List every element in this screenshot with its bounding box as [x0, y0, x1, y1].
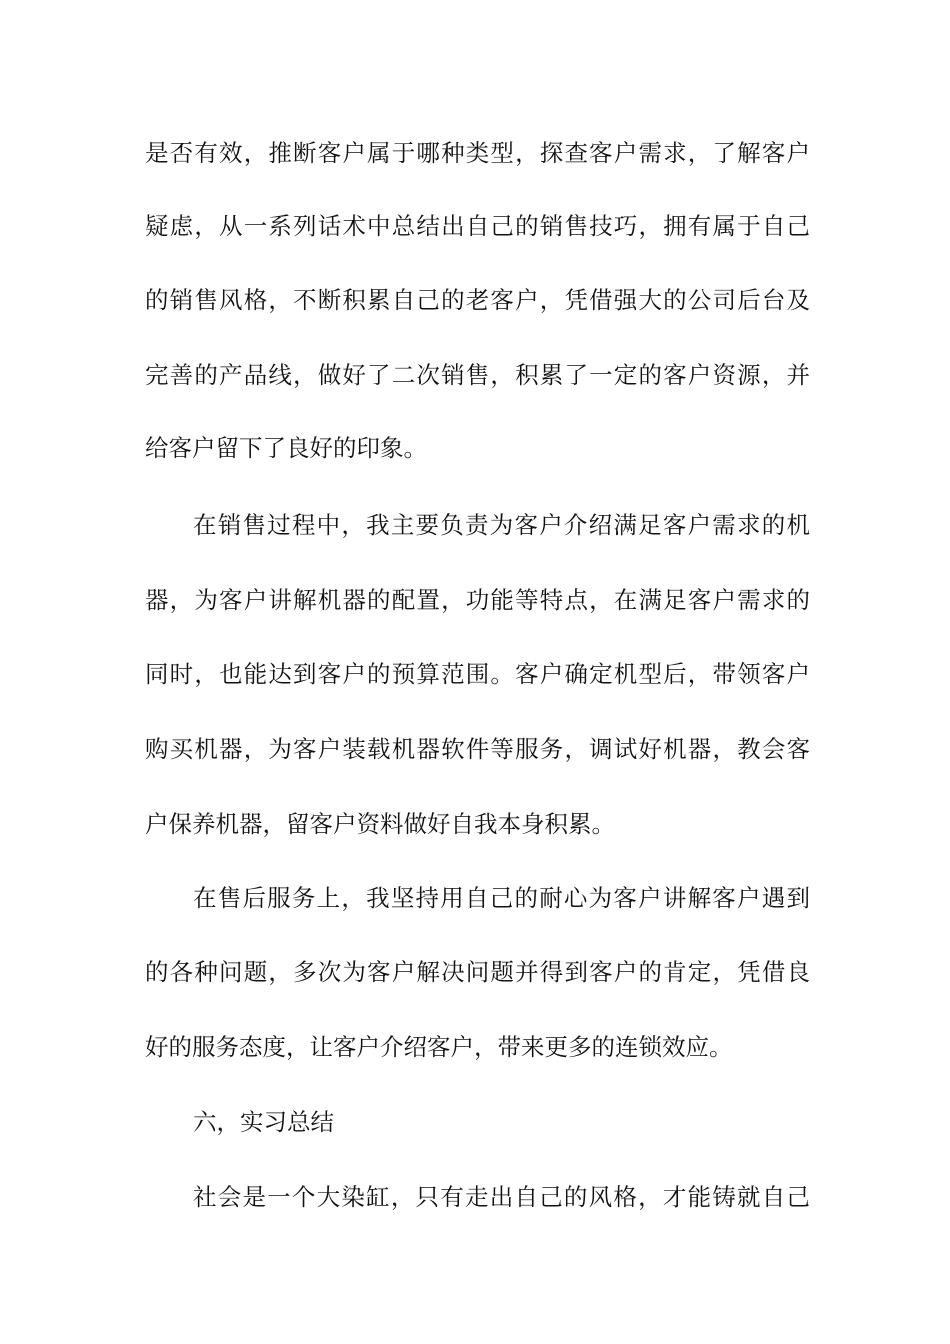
text-line: 购买机器，为客户装载机器软件等服务，调试好机器，教会客	[145, 735, 810, 763]
text-line: 给客户留下了良好的印象。	[145, 434, 427, 462]
paragraph-first-line: 在销售过程中，我主要负责为客户介绍满足客户需求的机	[193, 511, 810, 539]
text-line: 好的服务态度，让客户介绍客户，带来更多的连锁效应。	[145, 1033, 733, 1061]
text-line: 器，为客户讲解机器的配置，功能等特点，在满足客户需求的	[145, 586, 810, 614]
paragraph-first-line: 社会是一个大染缸，只有走出自己的风格，才能铸就自己	[193, 1183, 810, 1211]
text-line: 的各种问题，多次为客户解决问题并得到客户的肯定，凭借良	[145, 958, 810, 986]
text-line: 完善的产品线，做好了二次销售，积累了一定的客户资源，并	[145, 361, 810, 389]
paragraph-first-line: 在售后服务上，我坚持用自己的耐心为客户讲解客户遇到	[193, 884, 810, 912]
text-line: 疑虑，从一系列话术中总结出自己的销售技巧，拥有属于自己	[145, 212, 810, 240]
text-line: 是否有效，推断客户属于哪种类型，探查客户需求，了解客户	[145, 139, 810, 167]
text-line: 户保养机器，留客户资料做好自我本身积累。	[145, 810, 615, 838]
text-line: 的销售风格，不断积累自己的老客户，凭借强大的公司后台及	[145, 286, 810, 314]
section-heading: 六，实习总结	[193, 1108, 334, 1136]
text-line: 同时，也能达到客户的预算范围。客户确定机型后，带领客户	[145, 660, 810, 688]
